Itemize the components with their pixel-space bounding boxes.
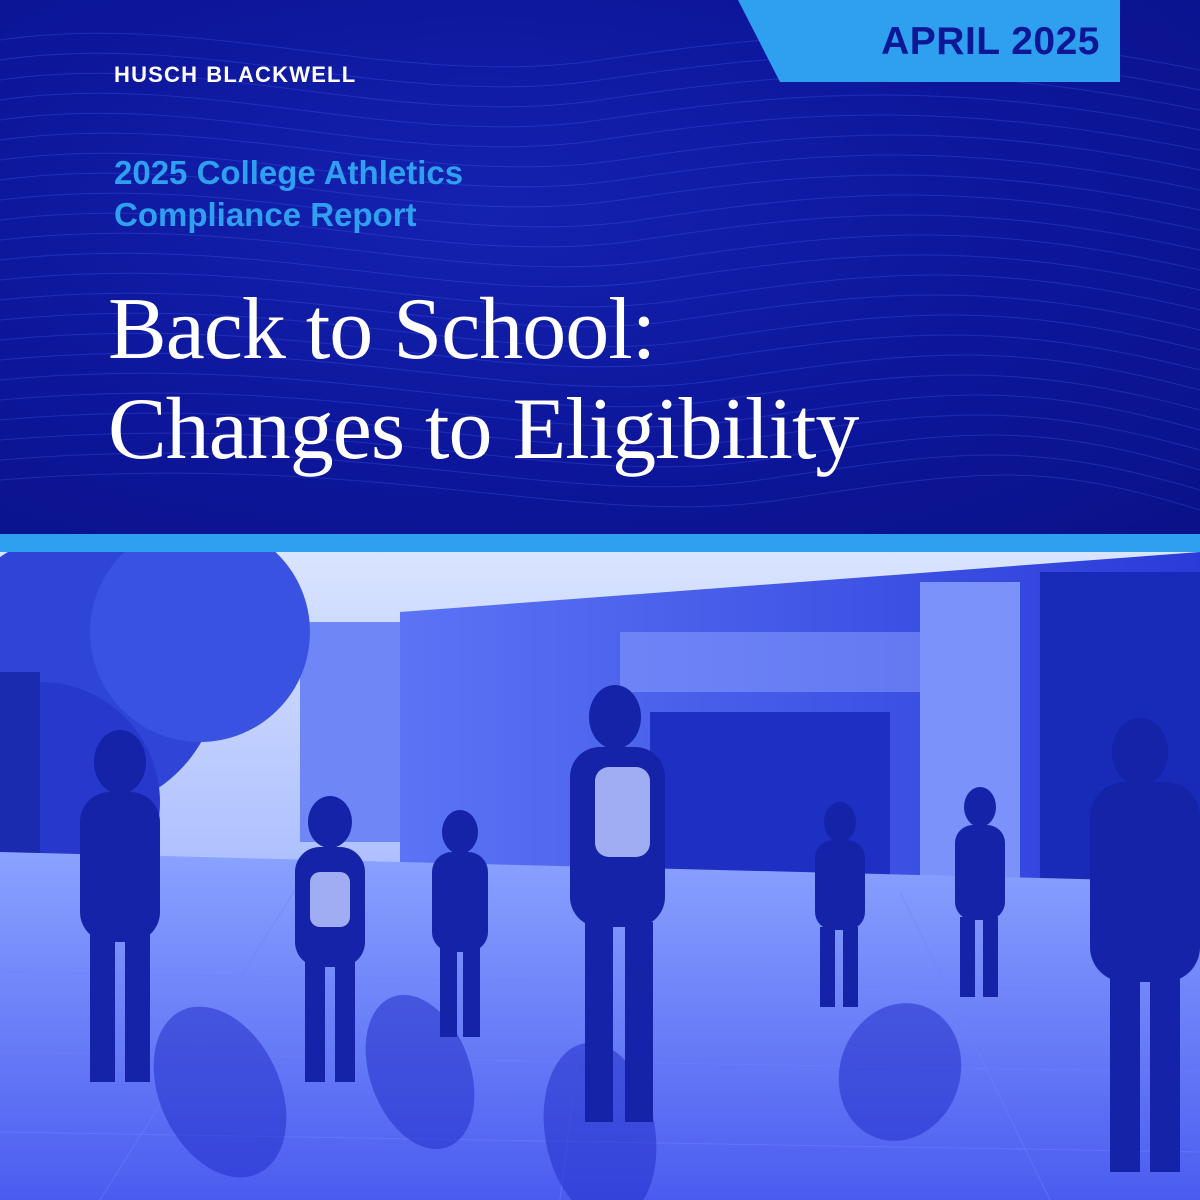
report-title xyxy=(108,280,1168,480)
accent-stripe xyxy=(0,534,1200,552)
brand-logo xyxy=(114,60,356,90)
title-line-1: Back to School: xyxy=(108,281,656,378)
subtitle-line-2: Compliance Report xyxy=(114,196,417,233)
date-label: APRIL 2025 xyxy=(881,20,1100,63)
report-subtitle xyxy=(114,152,734,236)
campus-walkway-photo xyxy=(0,552,1200,1200)
title-line-2: Changes to Eligibility xyxy=(108,381,859,478)
subtitle-line-1: 2025 College Athletics xyxy=(114,154,464,191)
logo-word-2: BLACKWELL xyxy=(206,62,357,87)
title-banner xyxy=(0,0,1200,534)
campus-walkway-photo-icon xyxy=(0,552,1200,1200)
logo-word-1: HUSCH xyxy=(114,62,199,87)
